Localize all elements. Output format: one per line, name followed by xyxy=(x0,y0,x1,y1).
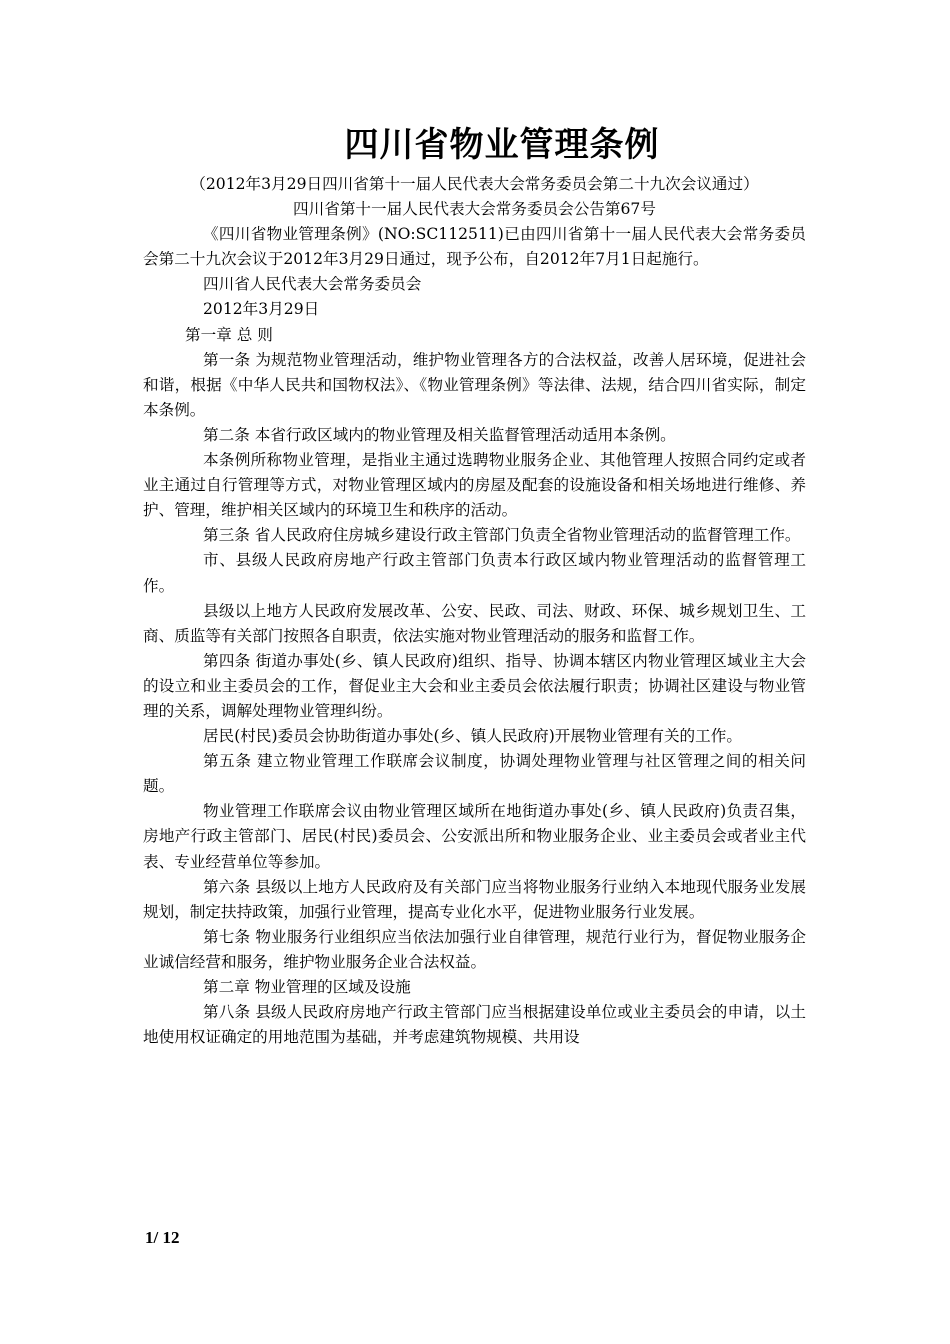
paragraph: 第五条 建立物业管理工作联席会议制度，协调处理物业管理与社区管理之间的相关问题。 xyxy=(143,752,806,796)
paragraph: 居民(村民)委员会协助街道办事处(乡、镇人民政府)开展物业管理有关的工作。 xyxy=(203,727,742,746)
paragraph: 第二章 物业管理的区域及设施 xyxy=(203,978,411,996)
paragraph-list xyxy=(143,172,806,1050)
paragraph: 第七条 物业服务行业组织应当依法加强行业自律管理，规范行业行为，督促物业服务企业诚信经营和服务，维护物业服务企业合法权益。 xyxy=(143,927,806,971)
paragraph: 物业管理工作联席会议由物业管理区域所在地街道办事处(乡、镇人民政府)负责召集，房地产行政主管部门、居民(村民)委员会、公安派出所和物业服务企业、业主委员会或者业主代表、专业经营单位等参加。 xyxy=(143,802,806,871)
paragraph: 本条例所称物业管理，是指业主通过选聘物业服务企业、其他管理人按照合同约定或者业主通过自行管理等方式，对物业管理区域内的房屋及配套的设施设备和相关场地进行维修、养护、管理，维护相关区域内的环境卫生和秩序的活动。 xyxy=(143,451,806,520)
paragraph: 第二条 本省行政区域内的物业管理及相关监督管理活动适用本条例。 xyxy=(203,425,676,444)
paragraph: 第三条 省人民政府住房城乡建设行政主管部门负责全省物业管理活动的监督管理工作。 xyxy=(203,526,801,545)
paragraph: 第一条 为规范物业管理活动，维护物业管理各方的合法权益，改善人居环境，促进社会和谐，根据《中华人民共和国物权法》、《物业管理条例》等法律、法规，结合四川省实际，制定本条例。 xyxy=(143,350,806,419)
paragraph: 《四川省物业管理条例》(NO:SC112511)已由四川省第十一届人民代表大会常务委员会第二十九次会议于2012年3月29日通过，现予公布，自2012年7月1日起施行。 xyxy=(143,225,806,269)
paragraph: 第一章 总 则 xyxy=(185,325,273,344)
page-total: / 12 xyxy=(153,1228,180,1247)
paragraph: 四川省人民代表大会常务委员会 xyxy=(203,275,422,294)
paragraph: 第八条 县级人民政府房地产行政主管部门应当根据建设单位或业主委员会的申请，以土地使用权证确定的用地范围为基础，并考虑建筑物规模、共用设 xyxy=(143,1003,806,1047)
paragraph: （2012年3月29日四川省第十一届人民代表大会常务委员会第二十九次会议通过） xyxy=(190,175,759,193)
document-body xyxy=(143,118,806,1050)
paragraph: 市、县级人民政府房地产行政主管部门负责本行政区域内物业管理活动的监督管理工作。 xyxy=(143,551,806,595)
document-title: 四川省物业管理条例 xyxy=(344,125,660,165)
paragraph: 四川省第十一届人民代表大会常务委员会公告第67号 xyxy=(293,200,656,219)
paragraph: 县级以上地方人民政府发展改革、公安、民政、司法、财政、环保、城乡规划卫生、工商、质监等有关部门按照各自职责，依法实施对物业管理活动的服务和监督工作。 xyxy=(143,601,806,645)
paragraph: 第六条 县级以上地方人民政府及有关部门应当将物业服务行业纳入本地现代服务业发展规划，制定扶持政策，加强行业管理，提高专业化水平，促进物业服务行业发展。 xyxy=(143,877,806,921)
paragraph: 第四条 街道办事处(乡、镇人民政府)组织、指导、协调本辖区内物业管理区域业主大会的设立和业主委员会的工作，督促业主大会和业主委员会依法履行职责；协调社区建设与物业管理的关系，调解处理物业管理纠纷。 xyxy=(143,651,806,720)
paragraph: 2012年3月29日 xyxy=(203,300,320,319)
page-number xyxy=(145,1228,179,1248)
page-current: 1 xyxy=(145,1228,154,1247)
